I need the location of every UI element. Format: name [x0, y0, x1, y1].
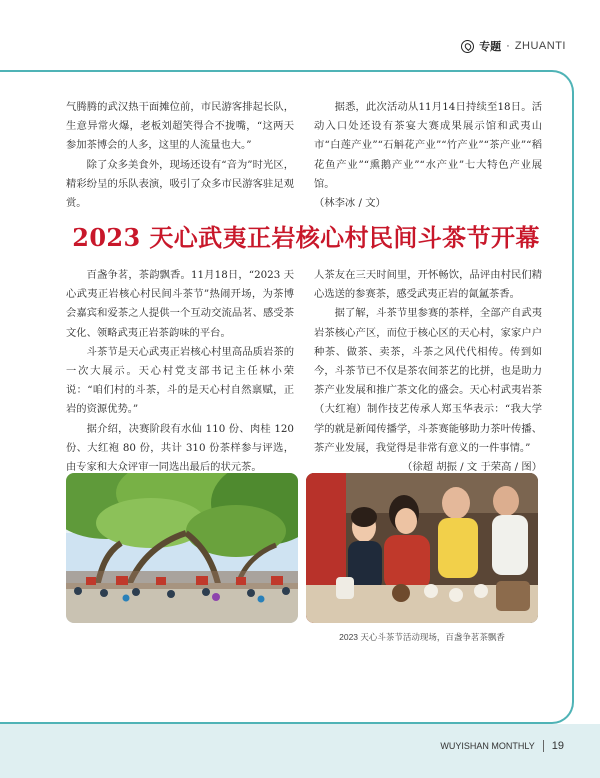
- tea-brewing-photo: [306, 473, 538, 623]
- paragraph: 人茶友在三天时间里，开怀畅饮，品评由村民们精心选送的参赛茶，感受武夷正岩的氤氲茶香。: [314, 269, 542, 301]
- section-separator: ·: [506, 40, 510, 52]
- author-credit: （徐超 胡振 / 文 于荣高 / 图）: [402, 461, 542, 474]
- previous-article-left-column: [66, 98, 294, 213]
- article-headline: 2023 天心武夷正岩核心村民间斗茶节开幕: [72, 223, 540, 252]
- paragraph: 气腾腾的武汉热干面摊位前，市民游客排起长队，生意异常火爆，老板刘超笑得合不拢嘴，“这两天参加茶博会的人多，这里的人流量也大。”: [66, 101, 294, 152]
- previous-article-right-column: [314, 98, 542, 213]
- magazine-name: WUYISHAN MONTHLY: [440, 741, 535, 751]
- paragraph: 据介绍，决赛阶段有水仙 110 份、肉桂 120 份、大红袍 80 份，共计 310 份茶样参与评选，由专家和大众评审一同选出最后的状元茶。: [66, 422, 294, 474]
- folio-divider: [543, 740, 544, 752]
- section-name-zh: 专题: [479, 41, 502, 53]
- tea-festival-outdoor-photo: [66, 473, 298, 623]
- page-header-band: [0, 0, 600, 70]
- page-number: 19: [551, 740, 564, 752]
- section-logo-icon: [461, 40, 474, 53]
- section-name-en: ZHUANTI: [514, 40, 566, 52]
- section-tag: [461, 37, 566, 55]
- photo-caption: 2023 天心斗茶节活动现场，百盏争茗茶飘香: [339, 632, 505, 642]
- page-folio: [440, 740, 564, 752]
- paragraph: 除了众多美食外，现场还设有“音为”时光区，精彩纷呈的乐队表演，吸引了众多市民游客驻足观赏。: [66, 158, 294, 210]
- paragraph: 据悉，此次活动从11月14日持续至18日。活动入口处还设有茶宴大赛成果展示馆和武夷山市“白莲产业”“石斛花产业”“竹产业”“茶产业”“稻花鱼产业”“熏鹅产业”“水产业”七大特色产业展馆。: [314, 101, 542, 190]
- author-credit: （林李冰 / 文）: [314, 197, 386, 210]
- paragraph: 据了解，斗茶节里参赛的茶样，全部产自武夷岩茶核心产区，而位于核心区的天心村，家家户户种茶、做茶、卖茶，斗茶之风代代相传。传到如今，斗茶节已不仅是茶农间茶艺的比拼，也是助力茶产业发展和推广茶文化的盛会。天心村武夷岩茶（大红袍）制作技艺传承人郑玉华表示：“我大学学的就是新闻传播学，斗茶赛能够助力茶叶传播、茶产业发展，我觉得是非常有意义的一件事情。”: [314, 307, 542, 454]
- paragraph: 斗茶节是天心武夷正岩核心村里高品质岩茶的一次大展示。天心村党支部书记主任林小荣说：“咱们村的斗茶，斗的是天心村自然禀赋，正岩的资源优势。”: [66, 345, 294, 416]
- paragraph: 百盏争茗，茶韵飘香。11月18日，“2023 天心武夷正岩核心村民间斗茶节”热闹开场，为茶博会嘉宾和爱茶之人提供一个互动交流品茗、感受茶文化、领略武夷正岩茶韵味的平台。: [66, 269, 294, 339]
- article-right-column: [314, 266, 542, 477]
